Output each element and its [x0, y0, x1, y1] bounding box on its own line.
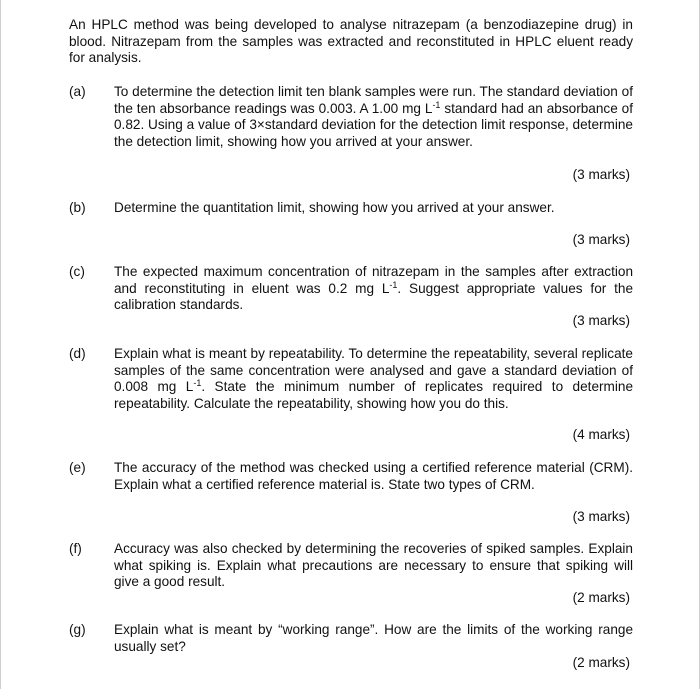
question-d [69, 346, 633, 412]
question-f [69, 541, 633, 591]
question-text: Explain what is meant by repeatability. To determine the repeatability, several replicate samples of the same concentration were analysed and gave a standard deviation of 0.008 mg $L^{-1}$. State the minimum number of replicates required to determine repeatability. Calculate the repeatability, showing how you do this. [114, 346, 634, 411]
question-label: (e) [69, 460, 86, 475]
question-b [69, 200, 633, 217]
question-label: (f) [69, 541, 82, 556]
question-label: (c) [69, 264, 85, 279]
question-label: (b) [69, 200, 86, 215]
question-e [69, 460, 633, 493]
question-text: The expected maximum concentration of nitrazepam in the samples after extraction and reconstituting in eluent was 0.2 mg $L^{-1}$. Suggest appropriate values for the calibration standards. [114, 264, 633, 312]
marks: (3 marks) [572, 167, 630, 182]
question-text: Determine the quantitation limit, showing how you arrived at your answer. [114, 200, 555, 215]
intro-paragraph: An HPLC method was being developed to analyse nitrazepam (a benzodiazepine drug) in blood. Nitrazepam from the samples was extracted and reconstituted in HPLC eluent ready for analysis. [69, 17, 633, 65]
question-g [69, 622, 633, 655]
question-label: (a) [69, 84, 86, 99]
marks: (3 marks) [572, 509, 630, 524]
question-text: The accuracy of the method was checked using a certified reference material (CRM). Explain what a certified reference material is. State two types of CRM. [114, 460, 633, 492]
question-text: Explain what is meant by “working range”. How are the limits of the working range usually set? [114, 622, 633, 654]
question-label: (d) [69, 346, 86, 361]
question-label: (g) [69, 622, 86, 637]
marks: (2 marks) [572, 590, 630, 605]
question-a [69, 84, 633, 150]
marks: (3 marks) [572, 232, 630, 247]
question-text: To determine the detection limit ten blank samples were run. The standard deviation of the ten absorbance readings was 0.003. A 1.00 mg $L^{-1}$ standard had an absorbance of 0.82. Using a value of 3×standard deviation for the detection limit response, determine the detection limit, showing how you arrived at your answer. [114, 84, 633, 149]
question-text: Accuracy was also checked by determining the recoveries of spiked samples. Explain what spiking is. Explain what precautions are necessary to ensure that spiking will give a good result. [114, 541, 633, 589]
question-c [69, 264, 633, 314]
marks: (3 marks) [572, 313, 630, 328]
marks: (2 marks) [572, 655, 630, 670]
marks: (4 marks) [572, 427, 630, 442]
